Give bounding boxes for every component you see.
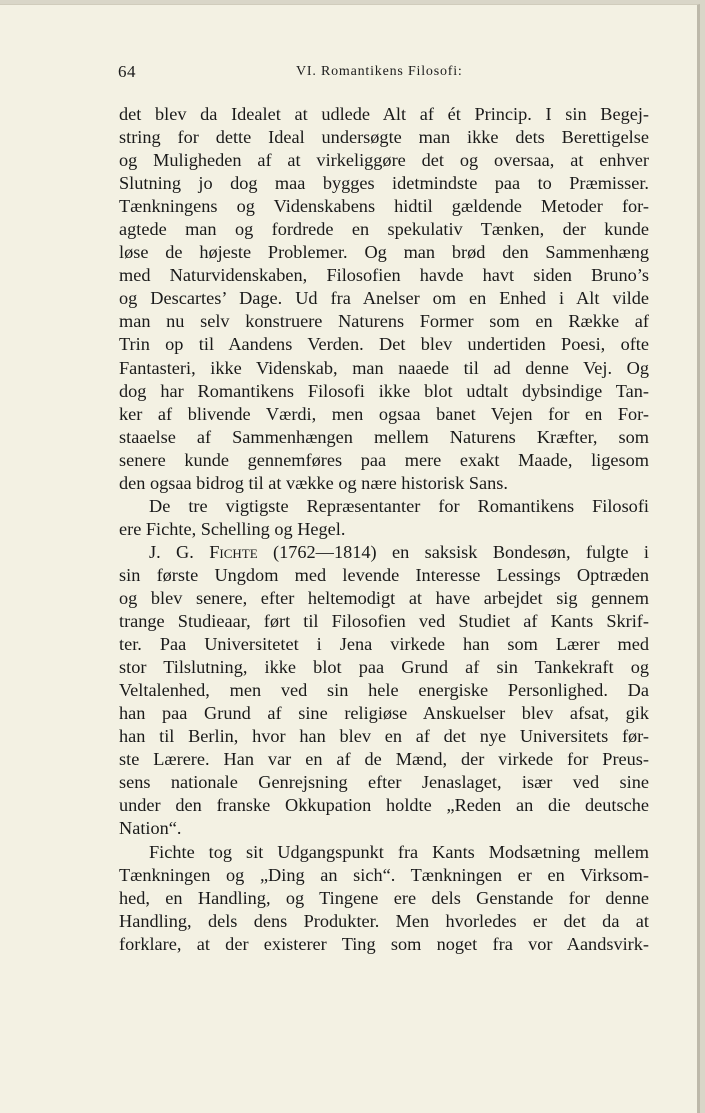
- text-line: Nation“.: [119, 818, 182, 839]
- text-line: dog har Romantikens Filosofi ikke blot udtalt dybsindige Tan-: [119, 380, 649, 401]
- text-line: staaelse af Sammenhængen mellem Naturens Kræfter, som: [119, 426, 649, 447]
- text-line: Slutning jo dog maa bygges idetmindste paa to Præmisser.: [119, 173, 649, 194]
- text-line: Handling, dels dens Produkter. Men hvorledes er det da at: [119, 910, 649, 931]
- text-line: det blev da Idealet at udlede Alt af ét Princip. I sin Begej-: [119, 104, 649, 124]
- text-line: og Muligheden af at virkeliggøre det og oversaa, at enhver: [119, 150, 649, 171]
- text-line: ker af blivende Værdi, men ogsaa banet Vejen for en For-: [119, 403, 649, 424]
- text-line: med Naturvidenskaben, Filosofien havde havt siden Bruno’s: [119, 265, 649, 286]
- text-line: Trin op til Aandens Verden. Det blev undertiden Poesi, ofte: [119, 334, 649, 355]
- text-line: og blev senere, efter heltemodigt at have arbejdet sig gennem: [119, 587, 649, 608]
- text-line: forklare, at der existerer Ting som noget fra vor Aandsvirk-: [119, 933, 649, 954]
- text-line: under den franske Okkupation holdte „Reden an die deutsche: [119, 795, 649, 816]
- text-line: De tre vigtigste Repræsentanter for Romantikens Filosofi: [149, 495, 649, 516]
- text-line: sens nationale Genrejsning efter Jenaslaget, især ved sine: [119, 772, 649, 793]
- text-line: Fichte tog sit Udgangspunkt fra Kants Modsætning mellem: [149, 841, 649, 862]
- text-line: Tænkningen og „Ding an sich“. Tænkningen er en Virksom-: [119, 864, 649, 885]
- text-line: string for dette Ideal undersøgte man ikke dets Berettigelse: [119, 127, 649, 148]
- text-line-rest: (1762—1814) en saksisk Bondesøn, fulgte i: [257, 541, 649, 562]
- body-text: [119, 103, 649, 956]
- page-number: 64: [118, 62, 136, 81]
- author-name: Fichte: [209, 541, 258, 562]
- text-line: hed, en Handling, og Tingene ere dels Genstande for denne: [119, 887, 649, 908]
- text-line: han paa Grund af sine religiøse Anskuelser blev afsat, gik: [119, 703, 649, 724]
- text-line: ste Lærere. Han var en af de Mænd, der virkede for Preus-: [119, 749, 649, 770]
- text-line: trange Studieaar, ført til Filosofien ved Studiet af Kants Skrif-: [119, 611, 649, 632]
- text-line: Veltalenhed, men ved sin hele energiske Personlighed. Da: [119, 680, 649, 701]
- text-line: man nu selv konstruere Naturens Former som en Række af: [119, 311, 649, 332]
- text-line: løse de højeste Problemer. Og man brød den Sammenhæng: [119, 242, 649, 263]
- page-header: [118, 62, 648, 86]
- text-line: stor Tilslutning, ikke blot paa Grund af sin Tankekraft og: [119, 657, 649, 678]
- author-initials: J. G.: [149, 541, 210, 562]
- text-line: senere kunde gennemføres paa mere exakt Maade, ligesom: [119, 449, 649, 470]
- text-line: ere Fichte, Schelling og Hegel.: [119, 518, 346, 539]
- text-line: Fantasteri, ikke Videnskab, man naaede til ad denne Vej. Og: [119, 357, 649, 378]
- text-line: og Descartes’ Dage. Ud fra Anelser om en Enhed i Alt vilde: [119, 288, 649, 309]
- text-line: han til Berlin, hvor han blev en af det nye Universitets før-: [119, 726, 649, 747]
- text-line: Tænkningens og Videnskabens hidtil gældende Metoder for-: [119, 196, 649, 217]
- text-line: sin første Ungdom med levende Interesse Lessings Optræden: [119, 564, 649, 585]
- book-page: [0, 4, 700, 1113]
- text-line: ter. Paa Universitetet i Jena virkede han som Lærer med: [119, 634, 649, 655]
- text-line: agtede man og fordrede en spekulativ Tænken, der kunde: [119, 219, 649, 240]
- text-line: den ogsaa bidrog til at vække og nære historisk Sans.: [119, 472, 508, 493]
- text-line-fichte: [119, 541, 649, 564]
- running-head: VI. Romantikens Filosofi:: [296, 64, 463, 79]
